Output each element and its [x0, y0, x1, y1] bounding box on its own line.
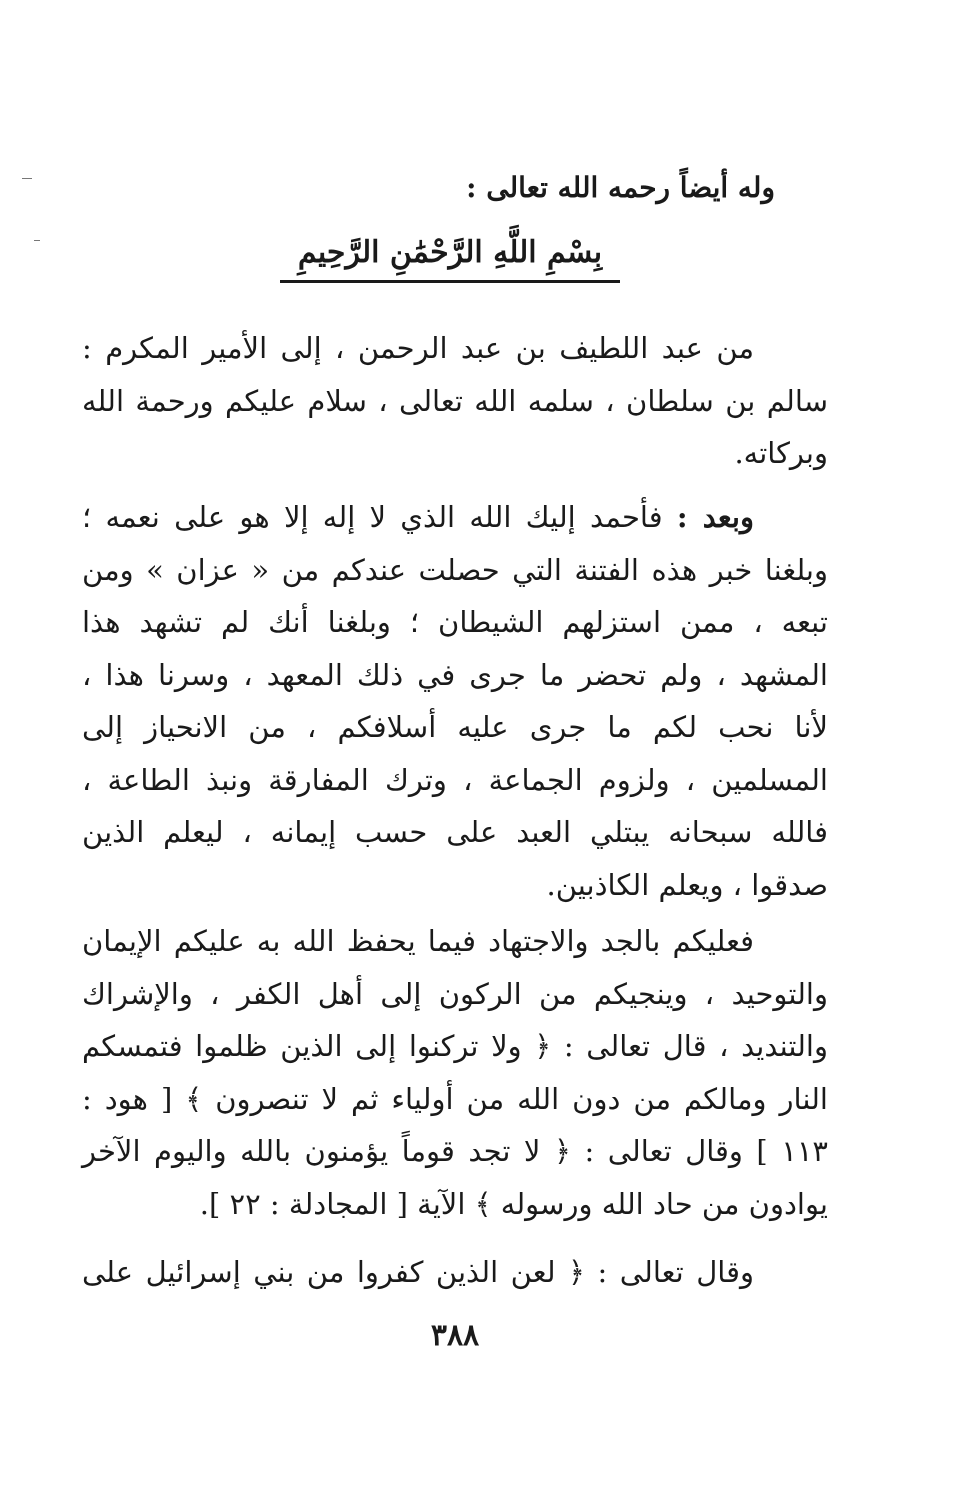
text-line: فعليكم بالجد والاجتهاد فيما يحفظ الله به عليكم الإيمان — [82, 924, 754, 958]
margin-mark — [34, 240, 40, 241]
text-fragment: فأحمد إليك الله الذي لا إله إلا هو على نعمه ؛ — [82, 500, 663, 534]
text-line: من عبد اللطيف بن عبد الرحمن ، إلى الأمير المكرم : — [82, 331, 754, 365]
text-line: المسلمين ، ولزوم الجماعة ، وترك المفارقة ونبذ الطاعة ، — [82, 762, 828, 797]
text-line: لأنا نحب لكم ما جرى عليه أسلافكم ، من الانحياز إلى — [82, 710, 828, 744]
paragraph-main — [82, 491, 828, 911]
text-line: وقال تعالى : ﴿ لعن الذين كفروا من بني إسرائيل على — [82, 1255, 754, 1289]
text-line: المشهد ، ولم تحضر ما جرى في ذلك المعهد ، وسرنا هذا ، — [82, 657, 828, 692]
text-line: سالم بن سلطان ، سلمه الله تعالى ، سلام عليكم ورحمة الله — [82, 383, 828, 418]
paragraph-salutation — [82, 322, 828, 480]
text-line: وبركاته. — [734, 436, 828, 470]
letter-body — [82, 915, 828, 1230]
margin-mark — [22, 178, 32, 179]
paragraph-continued — [82, 1246, 828, 1299]
letter-body — [82, 1246, 828, 1299]
text-line: يوادون من حاد الله ورسوله ﴾ الآية [ المجادلة : ٢٢ ]. — [199, 1186, 828, 1221]
text-line: فالله سبحانه يبتلي العبد على حسب إيمانه ، ليعلم الذين — [82, 815, 828, 849]
text-line: وبلغنا خبر هذه الفتنة التي حصلت عندكم من « عزان » ومن — [82, 552, 828, 587]
page-number: ٣٨٨ — [430, 1318, 480, 1353]
text-line: والتنديد ، قال تعالى : ﴿ ولا تركنوا إلى الذين ظلموا فتمسكم — [82, 1029, 828, 1063]
lead-word: وبعد : — [676, 500, 754, 534]
text-line: والتوحيد ، وينجيكم من الركون إلى أهل الكفر ، والإشراك — [82, 976, 828, 1011]
section-intro: وله أيضاً رحمه الله تعالى : — [466, 171, 775, 204]
text-line — [82, 491, 828, 544]
basmala-heading: بِسْمِ اللَّهِ الرَّحْمَٰنِ الرَّحِيمِ — [280, 230, 620, 283]
paragraph-exhortation — [82, 915, 828, 1230]
text-line: النار ومالكم من دون الله من أولياء ثم لا تنصرون ﴾ [ هود : — [82, 1081, 828, 1116]
letter-body — [82, 491, 828, 911]
text-line: ١١٣ ] وقال تعالى : ﴿ لا تجد قوماً يؤمنون بالله واليوم الآخر — [82, 1134, 828, 1168]
text-line: تبعه ، ممن استزلهم الشيطان ؛ وبلغنا أنك لم تشهد هذا — [82, 605, 828, 639]
letter-body — [82, 322, 828, 480]
text-line: صدقوا ، ويعلم الكاذبين. — [546, 867, 828, 902]
